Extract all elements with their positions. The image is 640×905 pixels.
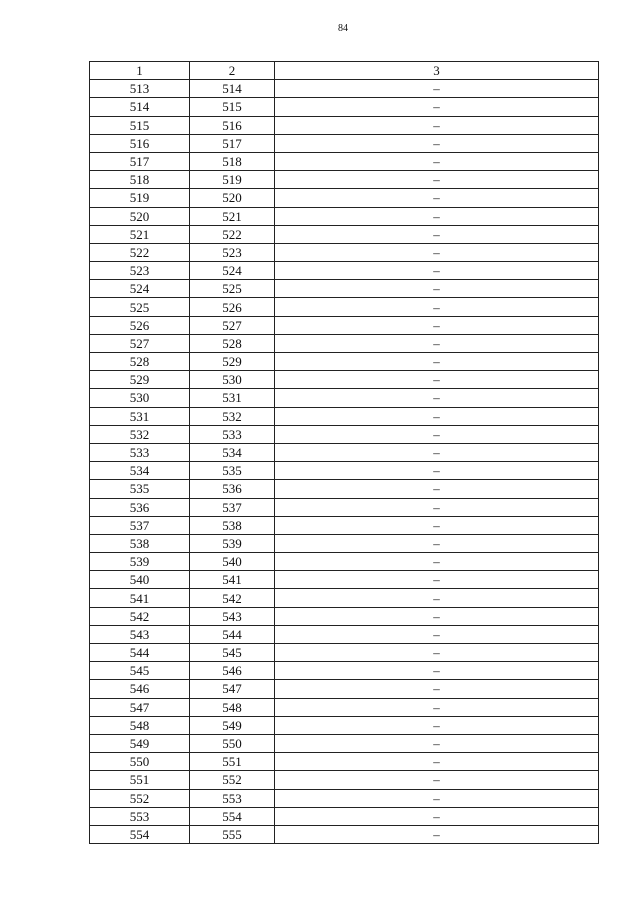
table-row (90, 116, 599, 134)
table-cell-col-2: 546 (190, 662, 275, 680)
table-cell-col-2: 535 (190, 462, 275, 480)
table-cell-col-1: 520 (90, 207, 190, 225)
table-cell-col-2: 538 (190, 516, 275, 534)
table-cell-col-2: 543 (190, 607, 275, 625)
table-row (90, 807, 599, 825)
table-cell-col-2: 529 (190, 353, 275, 371)
table-cell-col-2: 548 (190, 698, 275, 716)
table-cell-col-3: – (275, 553, 599, 571)
table-cell-col-3: – (275, 334, 599, 352)
table-cell-col-2: 537 (190, 498, 275, 516)
table-cell-col-2: 523 (190, 243, 275, 261)
table-row (90, 553, 599, 571)
table-row (90, 443, 599, 461)
table-cell-col-2: 524 (190, 262, 275, 280)
table-cell-col-1: 518 (90, 171, 190, 189)
table-row (90, 607, 599, 625)
table-cell-col-3: – (275, 371, 599, 389)
table-cell-col-1: 533 (90, 443, 190, 461)
table-row (90, 680, 599, 698)
table-cell-col-2: 549 (190, 716, 275, 734)
table-row (90, 243, 599, 261)
table-row (90, 498, 599, 516)
table-cell-col-1: 552 (90, 789, 190, 807)
table-cell-col-3: – (275, 298, 599, 316)
table-cell-col-2: 534 (190, 443, 275, 461)
table-cell-col-2: 544 (190, 625, 275, 643)
table-cell-col-3: – (275, 134, 599, 152)
table-cell-col-2: 520 (190, 189, 275, 207)
table-row (90, 753, 599, 771)
table-cell-col-3: – (275, 825, 599, 843)
table-cell-col-1: 545 (90, 662, 190, 680)
table-cell-col-1: 537 (90, 516, 190, 534)
table-row (90, 662, 599, 680)
column-header-1: 1 (90, 62, 190, 80)
table-cell-col-1: 515 (90, 116, 190, 134)
data-table (89, 61, 599, 844)
table-cell-col-3: – (275, 607, 599, 625)
table-row (90, 171, 599, 189)
table-cell-col-1: 539 (90, 553, 190, 571)
table-cell-col-2: 521 (190, 207, 275, 225)
table-cell-col-2: 541 (190, 571, 275, 589)
table-row (90, 571, 599, 589)
table-row (90, 371, 599, 389)
table-cell-col-2: 516 (190, 116, 275, 134)
page-number: 84 (338, 23, 348, 34)
table-cell-col-2: 527 (190, 316, 275, 334)
table-row (90, 425, 599, 443)
table-cell-col-1: 542 (90, 607, 190, 625)
table-cell-col-3: – (275, 189, 599, 207)
table-cell-col-2: 530 (190, 371, 275, 389)
table-cell-col-3: – (275, 789, 599, 807)
table-cell-col-1: 534 (90, 462, 190, 480)
table-cell-col-2: 552 (190, 771, 275, 789)
table-row (90, 298, 599, 316)
table-cell-col-2: 540 (190, 553, 275, 571)
table-cell-col-2: 551 (190, 753, 275, 771)
table-row (90, 207, 599, 225)
table-cell-col-3: – (275, 243, 599, 261)
table-cell-col-3: – (275, 807, 599, 825)
table-cell-col-1: 547 (90, 698, 190, 716)
table-cell-col-3: – (275, 698, 599, 716)
table-cell-col-2: 528 (190, 334, 275, 352)
table-cell-col-2: 550 (190, 734, 275, 752)
table-cell-col-2: 519 (190, 171, 275, 189)
table-row (90, 389, 599, 407)
table-row (90, 334, 599, 352)
table-cell-col-3: – (275, 225, 599, 243)
table-row (90, 789, 599, 807)
table-row (90, 80, 599, 98)
table-cell-col-1: 548 (90, 716, 190, 734)
table-row (90, 644, 599, 662)
table-cell-col-1: 538 (90, 534, 190, 552)
table-cell-col-1: 522 (90, 243, 190, 261)
table-cell-col-3: – (275, 316, 599, 334)
table-cell-col-1: 525 (90, 298, 190, 316)
table-cell-col-1: 513 (90, 80, 190, 98)
column-header-2: 2 (190, 62, 275, 80)
table-cell-col-1: 521 (90, 225, 190, 243)
table-cell-col-3: – (275, 80, 599, 98)
table-body (90, 80, 599, 844)
table-cell-col-1: 546 (90, 680, 190, 698)
table-cell-col-1: 516 (90, 134, 190, 152)
table-cell-col-3: – (275, 753, 599, 771)
table-cell-col-3: – (275, 462, 599, 480)
table-row (90, 316, 599, 334)
table-cell-col-1: 524 (90, 280, 190, 298)
table-cell-col-2: 554 (190, 807, 275, 825)
table-cell-col-1: 514 (90, 98, 190, 116)
table-cell-col-2: 517 (190, 134, 275, 152)
table-cell-col-2: 525 (190, 280, 275, 298)
table-row (90, 353, 599, 371)
table-cell-col-1: 543 (90, 625, 190, 643)
table-cell-col-3: – (275, 353, 599, 371)
table-row (90, 516, 599, 534)
table-row (90, 734, 599, 752)
table-cell-col-1: 523 (90, 262, 190, 280)
table-cell-col-3: – (275, 644, 599, 662)
table-row (90, 262, 599, 280)
table-row (90, 225, 599, 243)
table-cell-col-3: – (275, 571, 599, 589)
table-row (90, 589, 599, 607)
table-cell-col-3: – (275, 425, 599, 443)
table-cell-col-1: 535 (90, 480, 190, 498)
table-cell-col-3: – (275, 443, 599, 461)
table-cell-col-3: – (275, 262, 599, 280)
table-cell-col-3: – (275, 771, 599, 789)
table-cell-col-3: – (275, 625, 599, 643)
table-cell-col-3: – (275, 734, 599, 752)
table-cell-col-2: 547 (190, 680, 275, 698)
table-cell-col-1: 544 (90, 644, 190, 662)
table-cell-col-2: 514 (190, 80, 275, 98)
table-cell-col-2: 555 (190, 825, 275, 843)
table-cell-col-2: 542 (190, 589, 275, 607)
table-row (90, 280, 599, 298)
table-cell-col-1: 529 (90, 371, 190, 389)
table-cell-col-1: 553 (90, 807, 190, 825)
table-cell-col-3: – (275, 116, 599, 134)
table-row (90, 716, 599, 734)
table-row (90, 480, 599, 498)
table-cell-col-3: – (275, 480, 599, 498)
table-cell-col-3: – (275, 389, 599, 407)
table-cell-col-2: 545 (190, 644, 275, 662)
table-cell-col-2: 536 (190, 480, 275, 498)
table-cell-col-1: 530 (90, 389, 190, 407)
table-cell-col-2: 533 (190, 425, 275, 443)
table-cell-col-1: 536 (90, 498, 190, 516)
table-cell-col-1: 528 (90, 353, 190, 371)
table-cell-col-3: – (275, 207, 599, 225)
table-cell-col-1: 550 (90, 753, 190, 771)
table-cell-col-3: – (275, 680, 599, 698)
table-cell-col-2: 515 (190, 98, 275, 116)
table-cell-col-2: 532 (190, 407, 275, 425)
table-cell-col-1: 532 (90, 425, 190, 443)
table-row (90, 98, 599, 116)
table-cell-col-3: – (275, 716, 599, 734)
table-row (90, 134, 599, 152)
table-header (90, 62, 599, 80)
table-cell-col-1: 549 (90, 734, 190, 752)
table-row (90, 407, 599, 425)
table-cell-col-3: – (275, 152, 599, 170)
table-row (90, 825, 599, 843)
table-row (90, 698, 599, 716)
table-row (90, 534, 599, 552)
table-cell-col-3: – (275, 662, 599, 680)
table-row (90, 189, 599, 207)
table-cell-col-2: 539 (190, 534, 275, 552)
table-cell-col-2: 526 (190, 298, 275, 316)
table-cell-col-1: 531 (90, 407, 190, 425)
table-cell-col-2: 518 (190, 152, 275, 170)
table-cell-col-3: – (275, 98, 599, 116)
column-header-3: 3 (275, 62, 599, 80)
table-cell-col-1: 541 (90, 589, 190, 607)
table-cell-col-3: – (275, 534, 599, 552)
table-cell-col-1: 554 (90, 825, 190, 843)
table-cell-col-3: – (275, 171, 599, 189)
table-cell-col-1: 551 (90, 771, 190, 789)
table-cell-col-3: – (275, 498, 599, 516)
table-cell-col-2: 522 (190, 225, 275, 243)
table-cell-col-3: – (275, 589, 599, 607)
table-cell-col-1: 517 (90, 152, 190, 170)
table-cell-col-1: 540 (90, 571, 190, 589)
table-row (90, 771, 599, 789)
table-row (90, 462, 599, 480)
table-cell-col-2: 553 (190, 789, 275, 807)
header-row (90, 62, 599, 80)
table-cell-col-3: – (275, 516, 599, 534)
table-cell-col-1: 527 (90, 334, 190, 352)
table-cell-col-1: 519 (90, 189, 190, 207)
table-cell-col-3: – (275, 407, 599, 425)
table-cell-col-3: – (275, 280, 599, 298)
table-row (90, 152, 599, 170)
table-cell-col-2: 531 (190, 389, 275, 407)
table-cell-col-1: 526 (90, 316, 190, 334)
table-row (90, 625, 599, 643)
